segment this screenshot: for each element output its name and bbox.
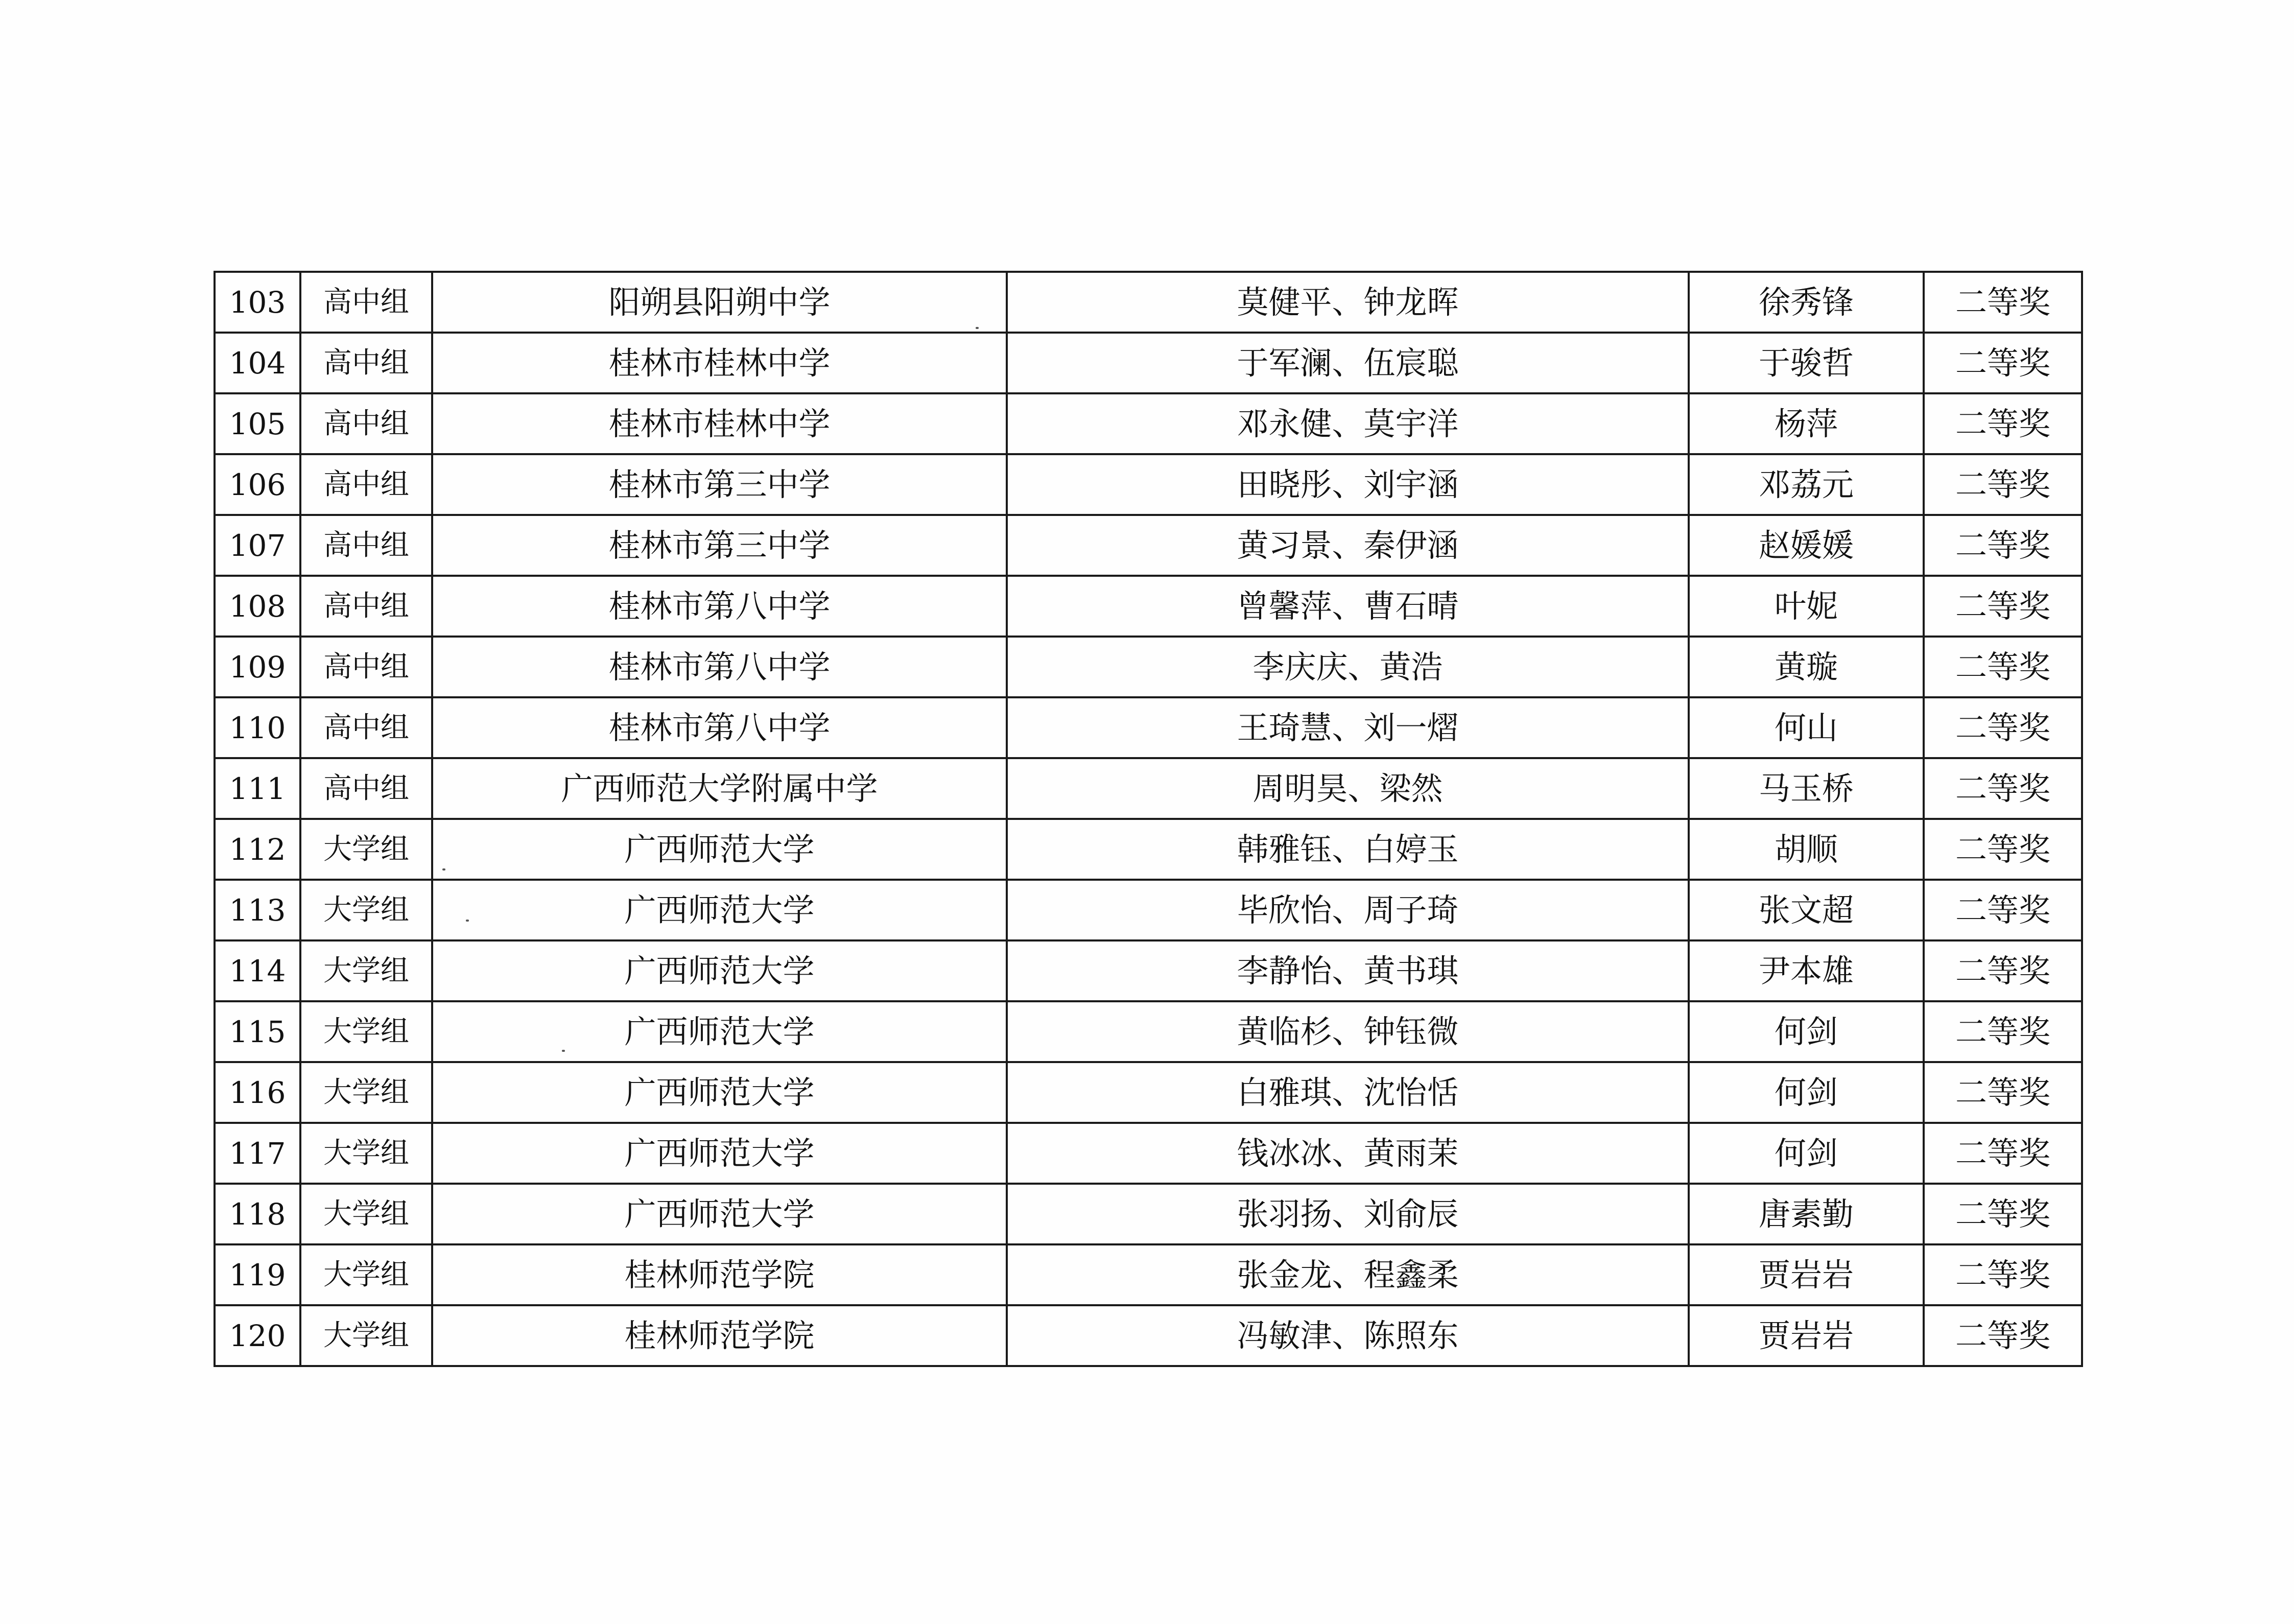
award-cell: 二等奖 <box>1924 1123 2082 1184</box>
school-cell: 桂林市第三中学 <box>432 454 1007 515</box>
row-number: 117 <box>215 1123 300 1184</box>
row-number: 107 <box>215 515 300 576</box>
group-cell: 高中组 <box>300 515 432 576</box>
school-cell: 桂林市第八中学 <box>432 576 1007 637</box>
advisor-cell: 何山 <box>1689 697 1924 758</box>
advisor-cell: 何剑 <box>1689 1001 1924 1062</box>
row-number: 105 <box>215 393 300 454</box>
table-row <box>215 272 2082 333</box>
advisor-cell: 唐素勤 <box>1689 1184 1924 1244</box>
advisor-cell: 徐秀锋 <box>1689 272 1924 333</box>
advisor-cell: 叶妮 <box>1689 576 1924 637</box>
table-row <box>215 1123 2082 1184</box>
school-cell: 广西师范大学 <box>432 1062 1007 1123</box>
school-cell: 桂林市第三中学 <box>432 515 1007 576</box>
school-cell: 广西师范大学附属中学 <box>432 758 1007 819</box>
award-table <box>214 271 2083 1367</box>
students-cell: 李庆庆、黄浩 <box>1007 637 1689 697</box>
table-row <box>215 454 2082 515</box>
students-cell: 黄习景、秦伊涵 <box>1007 515 1689 576</box>
row-number: 116 <box>215 1062 300 1123</box>
advisor-cell: 张文超 <box>1689 880 1924 940</box>
students-cell: 田晓彤、刘宇涵 <box>1007 454 1689 515</box>
advisor-cell: 邓荔元 <box>1689 454 1924 515</box>
award-cell: 二等奖 <box>1924 333 2082 393</box>
advisor-cell: 黄璇 <box>1689 637 1924 697</box>
group-cell: 高中组 <box>300 576 432 637</box>
award-cell: 二等奖 <box>1924 393 2082 454</box>
advisor-cell: 贾岩岩 <box>1689 1244 1924 1305</box>
table-row <box>215 758 2082 819</box>
table-row <box>215 819 2082 880</box>
school-cell: 桂林师范学院 <box>432 1244 1007 1305</box>
school-cell: 阳朔县阳朔中学 <box>432 272 1007 333</box>
school-cell: 桂林市第八中学 <box>432 637 1007 697</box>
table-row <box>215 1244 2082 1305</box>
students-cell: 白雅琪、沈怡恬 <box>1007 1062 1689 1123</box>
group-cell: 大学组 <box>300 1305 432 1366</box>
row-number: 115 <box>215 1001 300 1062</box>
advisor-cell: 何剑 <box>1689 1062 1924 1123</box>
group-cell: 高中组 <box>300 393 432 454</box>
row-number: 119 <box>215 1244 300 1305</box>
group-cell: 大学组 <box>300 880 432 940</box>
award-cell: 二等奖 <box>1924 940 2082 1001</box>
award-cell: 二等奖 <box>1924 1184 2082 1244</box>
school-cell: 广西师范大学 <box>432 940 1007 1001</box>
students-cell: 王琦慧、刘一熠 <box>1007 697 1689 758</box>
table-row <box>215 697 2082 758</box>
award-cell: 二等奖 <box>1924 637 2082 697</box>
group-cell: 高中组 <box>300 272 432 333</box>
group-cell: 大学组 <box>300 1123 432 1184</box>
students-cell: 曾馨萍、曹石晴 <box>1007 576 1689 637</box>
advisor-cell: 贾岩岩 <box>1689 1305 1924 1366</box>
award-cell: 二等奖 <box>1924 819 2082 880</box>
students-cell: 韩雅钰、白婷玉 <box>1007 819 1689 880</box>
award-cell: 二等奖 <box>1924 576 2082 637</box>
award-cell: 二等奖 <box>1924 697 2082 758</box>
table-body <box>215 272 2082 1366</box>
table-row <box>215 940 2082 1001</box>
row-number: 111 <box>215 758 300 819</box>
award-cell: 二等奖 <box>1924 758 2082 819</box>
school-cell: 广西师范大学 <box>432 1001 1007 1062</box>
row-number: 120 <box>215 1305 300 1366</box>
group-cell: 大学组 <box>300 1184 432 1244</box>
table-row <box>215 576 2082 637</box>
row-number: 112 <box>215 819 300 880</box>
award-cell: 二等奖 <box>1924 272 2082 333</box>
advisor-cell: 尹本雄 <box>1689 940 1924 1001</box>
award-cell: 二等奖 <box>1924 1305 2082 1366</box>
group-cell: 高中组 <box>300 637 432 697</box>
table-row <box>215 393 2082 454</box>
group-cell: 高中组 <box>300 697 432 758</box>
award-cell: 二等奖 <box>1924 1001 2082 1062</box>
students-cell: 张金龙、程鑫柔 <box>1007 1244 1689 1305</box>
table-row <box>215 515 2082 576</box>
group-cell: 高中组 <box>300 454 432 515</box>
row-number: 118 <box>215 1184 300 1244</box>
students-cell: 周明昊、梁然 <box>1007 758 1689 819</box>
group-cell: 大学组 <box>300 940 432 1001</box>
table-row <box>215 1062 2082 1123</box>
table-row <box>215 333 2082 393</box>
row-number: 110 <box>215 697 300 758</box>
students-cell: 于军澜、伍宸聪 <box>1007 333 1689 393</box>
school-cell: 广西师范大学 <box>432 1184 1007 1244</box>
table-row <box>215 1001 2082 1062</box>
table-row <box>215 880 2082 940</box>
school-cell: 桂林师范学院 <box>432 1305 1007 1366</box>
row-number: 104 <box>215 333 300 393</box>
award-cell: 二等奖 <box>1924 880 2082 940</box>
award-cell: 二等奖 <box>1924 1244 2082 1305</box>
advisor-cell: 胡顺 <box>1689 819 1924 880</box>
row-number: 109 <box>215 637 300 697</box>
school-cell: 广西师范大学 <box>432 880 1007 940</box>
students-cell: 冯敏津、陈照东 <box>1007 1305 1689 1366</box>
students-cell: 莫健平、钟龙晖 <box>1007 272 1689 333</box>
award-cell: 二等奖 <box>1924 515 2082 576</box>
school-cell: 广西师范大学 <box>432 1123 1007 1184</box>
row-number: 106 <box>215 454 300 515</box>
group-cell: 大学组 <box>300 1001 432 1062</box>
school-cell: 桂林市桂林中学 <box>432 333 1007 393</box>
advisor-cell: 何剑 <box>1689 1123 1924 1184</box>
school-cell: 桂林市第八中学 <box>432 697 1007 758</box>
table-row <box>215 637 2082 697</box>
students-cell: 邓永健、莫宇洋 <box>1007 393 1689 454</box>
row-number: 114 <box>215 940 300 1001</box>
students-cell: 毕欣怡、周子琦 <box>1007 880 1689 940</box>
award-cell: 二等奖 <box>1924 1062 2082 1123</box>
row-number: 113 <box>215 880 300 940</box>
group-cell: 大学组 <box>300 1244 432 1305</box>
table-row <box>215 1305 2082 1366</box>
group-cell: 高中组 <box>300 333 432 393</box>
school-cell: 桂林市桂林中学 <box>432 393 1007 454</box>
students-cell: 黄临杉、钟钰微 <box>1007 1001 1689 1062</box>
school-cell: 广西师范大学 <box>432 819 1007 880</box>
table-row <box>215 1184 2082 1244</box>
row-number: 103 <box>215 272 300 333</box>
group-cell: 大学组 <box>300 819 432 880</box>
advisor-cell: 马玉桥 <box>1689 758 1924 819</box>
advisor-cell: 于骏哲 <box>1689 333 1924 393</box>
students-cell: 钱冰冰、黄雨茉 <box>1007 1123 1689 1184</box>
group-cell: 高中组 <box>300 758 432 819</box>
students-cell: 张羽扬、刘俞辰 <box>1007 1184 1689 1244</box>
advisor-cell: 杨萍 <box>1689 393 1924 454</box>
advisor-cell: 赵媛媛 <box>1689 515 1924 576</box>
students-cell: 李静怡、黄书琪 <box>1007 940 1689 1001</box>
award-cell: 二等奖 <box>1924 454 2082 515</box>
row-number: 108 <box>215 576 300 637</box>
group-cell: 大学组 <box>300 1062 432 1123</box>
